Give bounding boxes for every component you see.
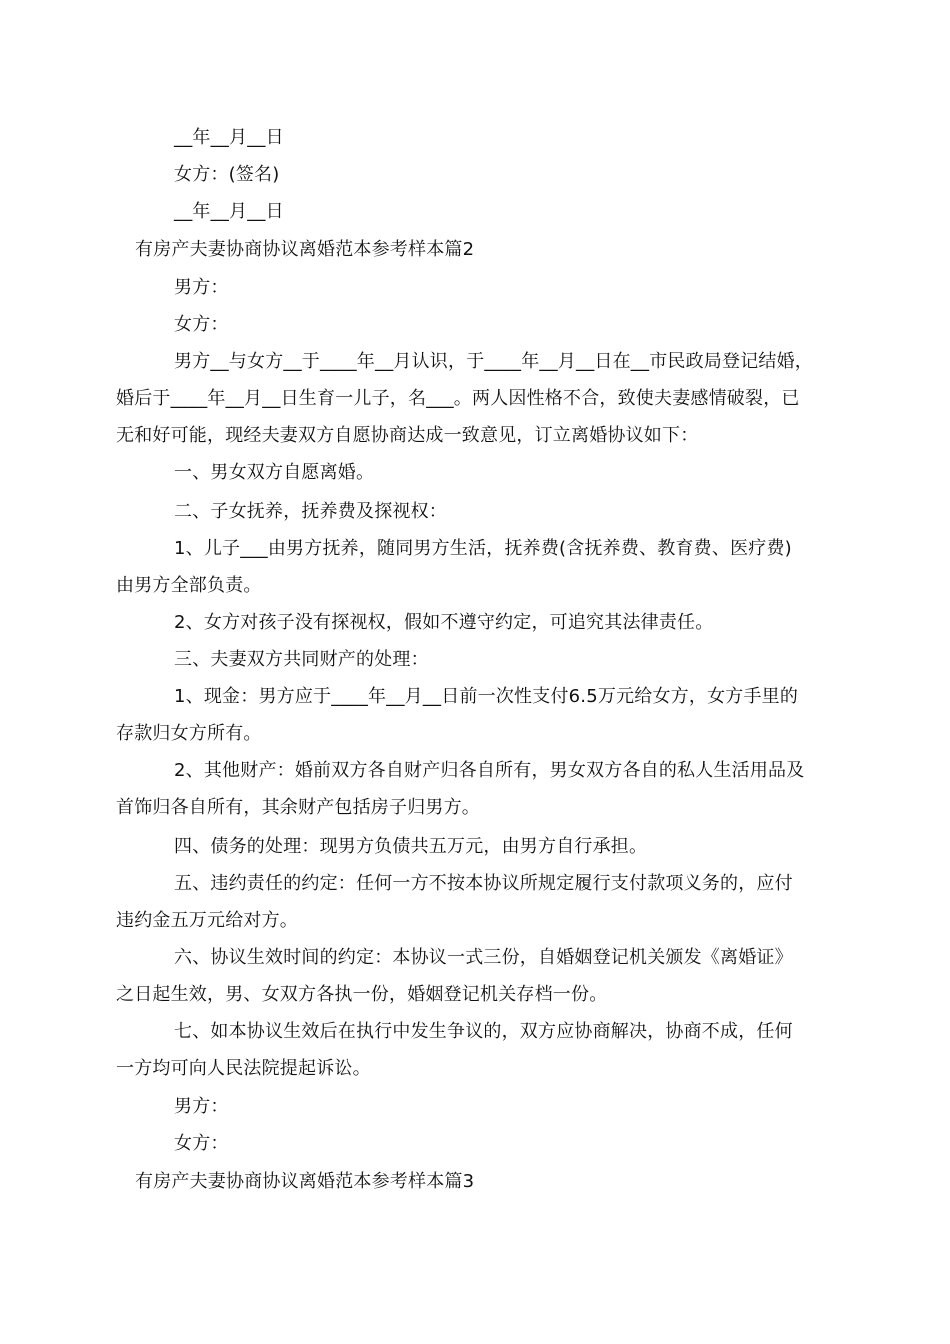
signature-line-female: 女方：(签名) [174,164,280,185]
clause-line: 2、其他财产：婚前双方各自财产归各自所有，男女双方各自的私人生活用品及 [174,760,805,781]
date-line: __年__月__日 [174,201,284,222]
clause-line: 首饰归各自所有，其余财产包括房子归男方。 [116,797,480,818]
party-male-label: 男方： [174,277,229,298]
clause-line: 三、夫妻双方共同财产的处理： [174,649,429,670]
paragraph-line: 婚后于____年__月__日生育一儿子，名___。两人因性格不合，致使夫妻感情破裂，已 [116,388,800,409]
party-female-label: 女方： [174,314,229,335]
clause-line: 一、男女双方自愿离婚。 [174,462,375,483]
section-heading: 有房产夫妻协商协议离婚范本参考样本篇3 [135,1171,475,1192]
clause-line: 之日起生效，男、女双方各执一份，婚姻登记机关存档一份。 [116,984,608,1005]
clause-line: 六、协议生效时间的约定：本协议一式三份，自婚姻登记机关颁发《离婚证》 [174,947,793,968]
clause-line: 二、子女抚养，抚养费及探视权： [174,501,447,522]
clause-line: 由男方全部负责。 [116,575,262,596]
clause-line: 一方均可向人民法院提起诉讼。 [116,1058,371,1079]
clause-line: 1、儿子___由男方抚养，随同男方生活，抚养费(含抚养费、教育费、医疗费) [174,538,792,559]
clause-line: 七、如本协议生效后在执行中发生争议的，双方应协商解决，协商不成，任何 [174,1021,793,1042]
date-line: __年__月__日 [174,127,284,148]
clause-line: 存款归女方所有。 [116,723,262,744]
clause-line: 五、违约责任的约定：任何一方不按本协议所规定履行支付款项义务的，应付 [174,873,793,894]
party-female-label: 女方： [174,1133,229,1154]
party-male-label: 男方： [174,1096,229,1117]
section-heading: 有房产夫妻协商协议离婚范本参考样本篇2 [135,239,475,260]
clause-line: 2、女方对孩子没有探视权，假如不遵守约定，可追究其法律责任。 [174,612,714,633]
clause-line: 违约金五万元给对方。 [116,910,298,931]
paragraph-line: 男方__与女方__于____年__月认识，于____年__月__日在__市民政局登记结婚， [174,351,813,372]
paragraph-line: 无和好可能，现经夫妻双方自愿协商达成一致意见，订立离婚协议如下： [116,425,699,446]
clause-line: 1、现金：男方应于____年__月__日前一次性支付6.5万元给女方，女方手里的 [174,686,799,707]
clause-line: 四、债务的处理：现男方负债共五万元，由男方自行承担。 [174,836,648,857]
